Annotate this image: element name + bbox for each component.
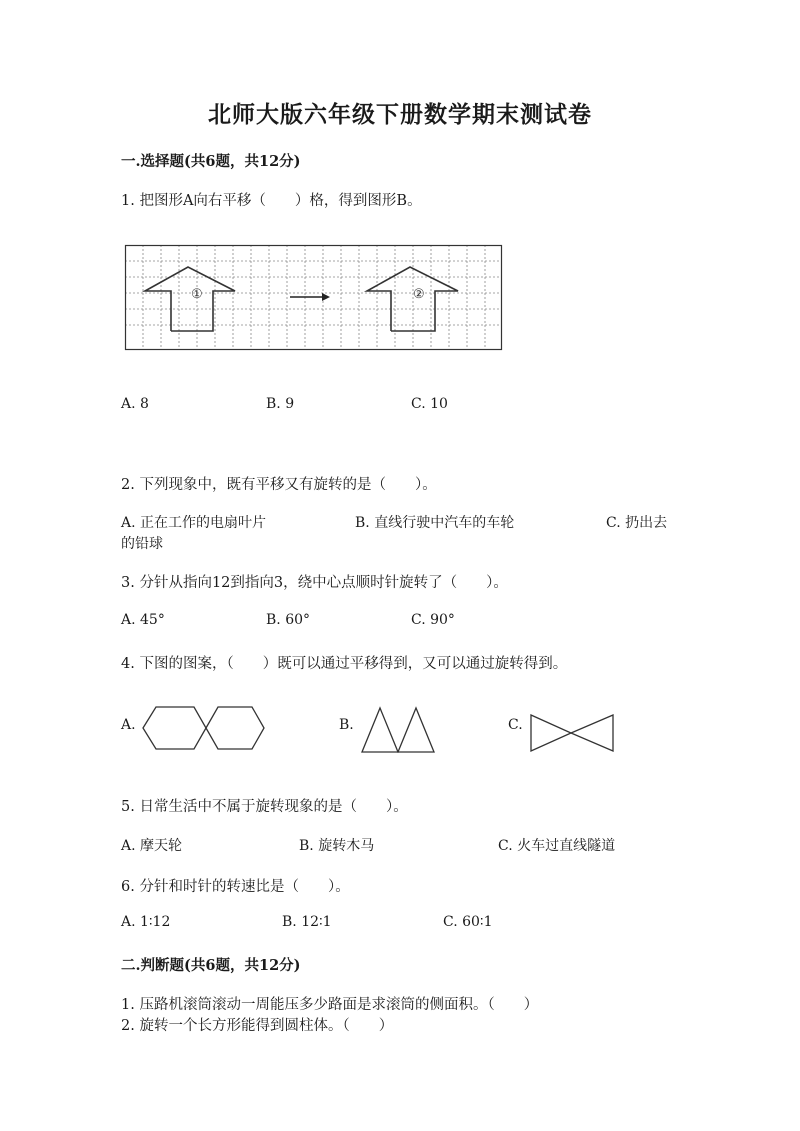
q5-option-b[interactable]: B. 旋转木马 (299, 838, 375, 854)
question-2: 2. 下列现象中，既有平移又有旋转的是（ ）。 (121, 477, 437, 493)
q1-option-a[interactable]: A. 8 (121, 396, 149, 412)
q2-option-c-continued: 的铅球 (121, 536, 163, 552)
section-heading-choice: 一.选择题(共6题，共12分) (121, 153, 301, 170)
question-6: 6. 分针和时针的转速比是（ ）。 (121, 879, 350, 895)
q2-option-b[interactable]: B. 直线行驶中汽车的车轮 (355, 515, 515, 531)
two-hexagons-figure (140, 706, 268, 752)
question-4: 4. 下图的图案，（ ）既可以通过平移得到，又可以通过旋转得到。 (121, 656, 568, 672)
bowtie-figure (530, 713, 614, 753)
page-title: 北师大版六年级下册数学期末测试卷 (208, 101, 592, 128)
q4-option-c[interactable]: C. (508, 717, 523, 733)
figure-label-2: ② (413, 287, 425, 302)
section-heading-judgment: 二.判断题(共6题，共12分) (121, 957, 301, 974)
q1-option-c[interactable]: C. 10 (411, 396, 448, 412)
q3-option-c[interactable]: C. 90° (411, 612, 455, 628)
question-3: 3. 分针从指向12到指向3，绕中心点顺时针旋转了（ ）。 (121, 575, 508, 591)
q3-option-a[interactable]: A. 45° (121, 612, 165, 628)
judgment-1: 1. 压路机滚筒滚动一周能压多少路面是求滚筒的侧面积。（ ） (121, 997, 539, 1013)
q2-option-c[interactable]: C. 扔出去 (606, 515, 668, 531)
question-1: 1. 把图形A向右平移（ ）格，得到图形B。 (121, 193, 422, 209)
q3-option-b[interactable]: B. 60° (266, 612, 311, 628)
q1-option-b[interactable]: B. 9 (266, 396, 295, 412)
two-triangles-figure (360, 706, 440, 754)
q6-option-c[interactable]: C. 60∶1 (443, 914, 493, 930)
q5-option-c[interactable]: C. 火车过直线隧道 (498, 838, 616, 854)
grid-translation-figure (125, 245, 505, 355)
judgment-2: 2. 旋转一个长方形能得到圆柱体。（ ） (121, 1018, 394, 1034)
arrow-right-icon (322, 293, 330, 301)
q4-option-a[interactable]: A. (121, 717, 136, 733)
q4-option-b[interactable]: B. (339, 717, 354, 733)
q6-option-b[interactable]: B. 12∶1 (282, 914, 332, 930)
question-5: 5. 日常生活中不属于旋转现象的是（ ）。 (121, 799, 408, 815)
q5-option-a[interactable]: A. 摩天轮 (121, 838, 183, 854)
figure-label-1: ① (191, 287, 203, 302)
q6-option-a[interactable]: A. 1∶12 (121, 914, 171, 930)
q2-option-a[interactable]: A. 正在工作的电扇叶片 (121, 515, 267, 531)
